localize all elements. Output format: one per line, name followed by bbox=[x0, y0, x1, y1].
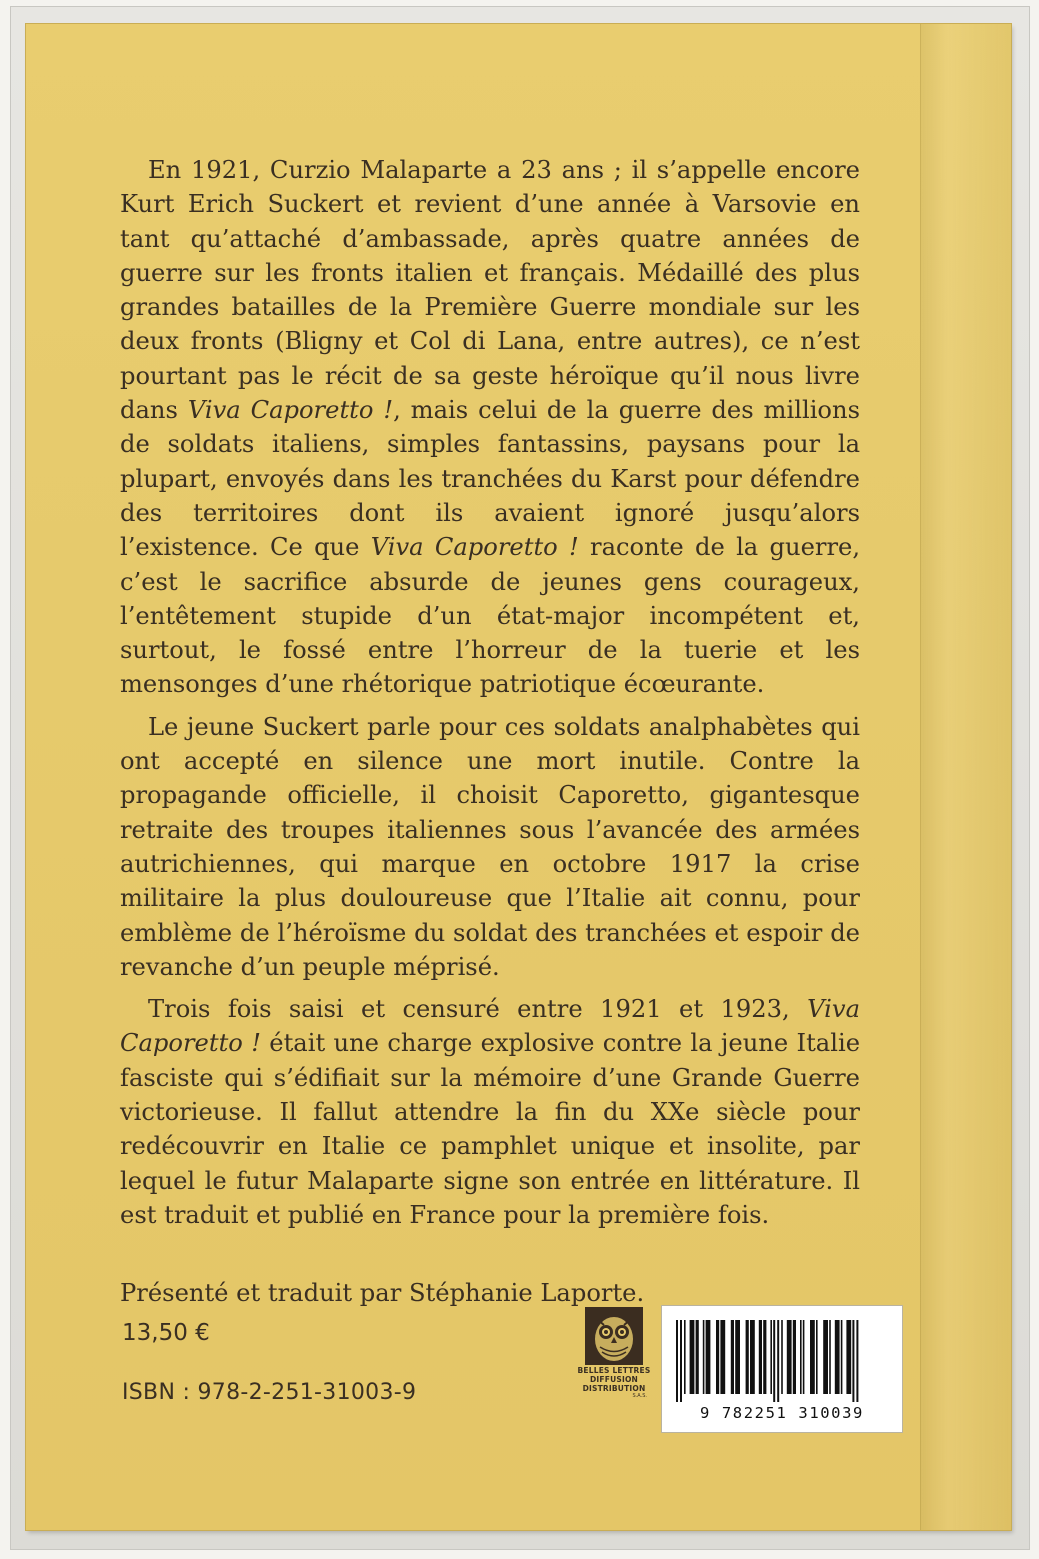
barcode-bar bbox=[720, 1320, 725, 1394]
barcode-bar bbox=[852, 1320, 854, 1402]
price-label: 13,50 € bbox=[122, 1320, 210, 1346]
barcode-bar bbox=[735, 1320, 740, 1394]
barcode-bar bbox=[684, 1320, 686, 1394]
book-title: Viva Caporetto ! bbox=[370, 533, 579, 562]
barcode-bar bbox=[781, 1320, 783, 1394]
back-cover-blurb bbox=[120, 153, 860, 1319]
owl-logo-icon bbox=[584, 1306, 644, 1366]
publisher-line-3: DISTRIBUTION bbox=[582, 1384, 646, 1393]
publisher-line-2: DIFFUSION bbox=[590, 1375, 638, 1384]
cover-flap bbox=[920, 24, 1011, 1530]
barcode-bar bbox=[716, 1320, 719, 1394]
barcode-bar bbox=[731, 1320, 734, 1394]
isbn-barcode bbox=[661, 1305, 903, 1433]
publisher-line-4: S.A.S. bbox=[632, 1393, 647, 1399]
barcode-bar bbox=[696, 1320, 699, 1394]
barcode-bar bbox=[829, 1320, 831, 1394]
barcode-bar bbox=[777, 1320, 779, 1402]
publisher-line-1: BELLES LETTRES bbox=[577, 1366, 651, 1375]
barcode-bar bbox=[703, 1320, 705, 1394]
barcode-bar bbox=[810, 1320, 815, 1394]
blurb-paragraph-2: Le jeune Suckert parle pour ces soldats analphabètes qui ont accepté en silence une mort inutile. Contre la propagande officielle, il choisit Caporetto, gigantesque retraite des troupes italiennes sous l’avancée des armées autrichiennes, qui marque en octobre 1917 la crise militaire la plus douloureuse que l’Italie ait connu, pour emblème de l’héroïsme du soldat des tranchées et espoir de revanche d’un peuple méprisé. bbox=[120, 712, 860, 981]
barcode-bar bbox=[823, 1320, 828, 1394]
book-title: Viva Caporetto ! bbox=[187, 396, 394, 425]
barcode-bar bbox=[676, 1320, 678, 1402]
barcode-bar bbox=[793, 1320, 796, 1394]
barcode-bar bbox=[759, 1320, 762, 1394]
barcode-bar bbox=[841, 1320, 843, 1394]
barcode-bar bbox=[835, 1320, 840, 1394]
barcode-bar bbox=[846, 1320, 851, 1394]
barcode-bar bbox=[816, 1320, 818, 1394]
blurb-paragraph-1: En 1921, Curzio Malaparte a 23 ans ; il s’appelle encore Kurt Erich Suckert et revient d’une année à Varsovie en tant qu’attaché d’ambassade, après quatre années de guerre sur les fronts italien et français. Médaillé des plus grandes batailles de la Première Guerre mondiale sur les deux fronts (Bligny et Col di Lana, entre autres), ce n’est pourtant pas le récit de sa geste héroïque qu’il nous livre dans Viva Caporetto !, mais celui de la guerre des millions de soldats italiens, simples fantassins, paysans pour la plupart, envoyés dans les tranchées du Karst pour défendre des territoires dont ils avaient ignoré jusqu’alors l’existence. Ce que Viva Caporetto ! raconte de la guerre, c’est le sacrifice absurde de jeunes gens courageux, l’entêtement stupide d’un état-major incompétent et, surtout, le fossé entre l’horreur de la tuerie et les mensonges d’une rhétorique patriotique écœurante. bbox=[120, 156, 861, 699]
barcode-bar bbox=[690, 1320, 695, 1394]
barcode-bar bbox=[800, 1320, 802, 1394]
book-title: Viva Caporetto ! bbox=[120, 995, 860, 1058]
barcode-bar bbox=[770, 1320, 772, 1394]
blurb-paragraph-3: Trois fois saisi et censuré entre 1921 et 1923, Viva Caporetto ! était une charge explosive contre la jeune Italie fasciste qui s’édifiait sur la mémoire d’une Grande Guerre victorieuse. Il fallut attendre la fin du XXe siècle pour redécouvrir en Italie ce pamphlet unique et insolite, par lequel le futur Malaparte signe son entrée en littérature. Il est traduit et publié en France pour la première fois. bbox=[120, 995, 861, 1229]
barcode-bar bbox=[680, 1320, 682, 1402]
barcode-bar bbox=[750, 1320, 755, 1394]
barcode-bar bbox=[746, 1320, 749, 1394]
barcode-bar bbox=[773, 1320, 775, 1402]
translator-credit: Présenté et traduit par Stéphanie Laporte. bbox=[120, 1279, 645, 1308]
isbn-label: ISBN : 978-2-251-31003-9 bbox=[122, 1380, 417, 1405]
barcode-bars-icon bbox=[676, 1320, 890, 1402]
publisher-block bbox=[575, 1306, 653, 1438]
barcode-bar bbox=[763, 1320, 766, 1394]
barcode-bar bbox=[787, 1320, 792, 1394]
barcode-number: 9 782251 310039 bbox=[700, 1404, 864, 1422]
barcode-bar bbox=[803, 1320, 805, 1394]
barcode-bar bbox=[706, 1320, 711, 1394]
barcode-bar bbox=[856, 1320, 858, 1402]
